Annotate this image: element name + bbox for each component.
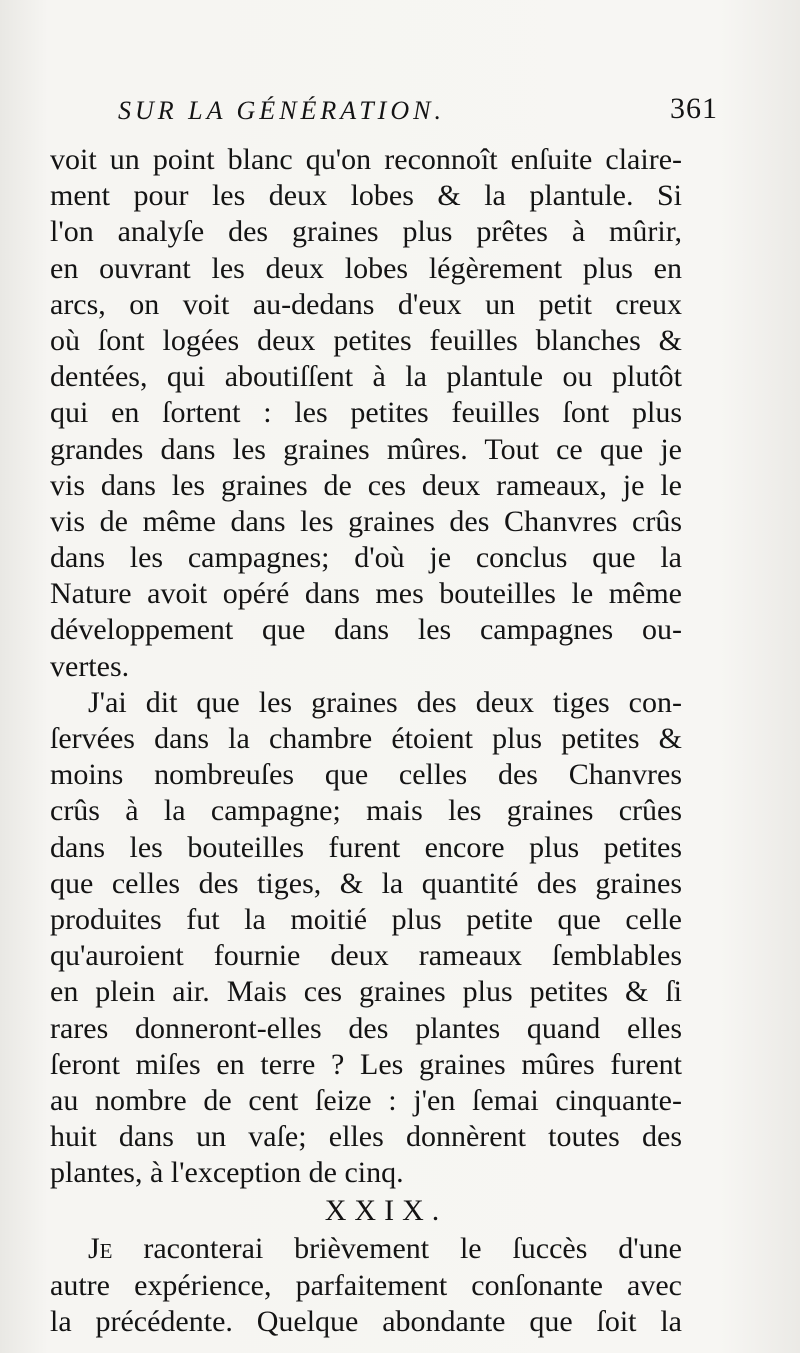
section-heading: XXIX. (324, 1194, 448, 1228)
paragraph-1 (50, 142, 682, 685)
text-line: rares donneront-elles des plantes quand elles (50, 1011, 682, 1045)
text-line: qu'auroient fournie deux rameaux ſemblables (50, 939, 682, 973)
text-line: qui en ſortent : les petites feuilles ſont plus (50, 396, 682, 430)
text-line: dans les bouteilles furent encore plus petites (50, 830, 682, 864)
text-line: vis de même dans les graines des Chanvres crûs (50, 504, 682, 538)
text-line-rest: raconterai brièvement le ſuccès d'une (143, 1232, 682, 1266)
text-line: dans les campagnes; d'où je conclus que la (50, 541, 682, 575)
page-body (50, 142, 682, 1340)
paragraph-3 (50, 1231, 682, 1340)
text-line: voit un point blanc qu'on reconnoît enſuite claire- (50, 143, 682, 176)
text-line: ment pour les deux lobes & la plantule. Si (50, 179, 682, 213)
text-line: crûs à la campagne; mais les graines crûes (50, 794, 682, 828)
text-line: en plein air. Mais ces graines plus petites & ſi (50, 975, 682, 1009)
page-number: 361 (670, 92, 718, 125)
paragraph-2 (50, 685, 682, 1192)
text-line: que celles des tiges, & la quantité des graines (50, 866, 682, 900)
text-line: l'on analyſe des graines plus prêtes à mûrir, (50, 215, 682, 249)
text-line: huit dans un vaſe; elles donnèrent toutes des (50, 1120, 682, 1154)
text-line: grandes dans les graines mûres. Tout ce que je (50, 432, 682, 466)
text-line: ſeront miſes en terre ? Les graines mûres furent (50, 1047, 682, 1081)
text-line: arcs, on voit au-dedans d'eux un petit creux (50, 287, 682, 321)
text-line: autre expérience, parfaitement conſonante avec (50, 1268, 682, 1302)
text-line: vis dans les graines de ces deux rameaux, je le (50, 468, 682, 502)
text-line: dentées, qui aboutiſſent à la plantule ou plutôt (50, 360, 682, 394)
first-word: Je (88, 1232, 113, 1266)
text-line: plantes, à l'exception de cinq. (50, 1156, 404, 1190)
text-line: la précédente. Quelque abondante que ſoit la (50, 1304, 682, 1338)
running-header (118, 92, 718, 136)
text-line: en ouvrant les deux lobes légèrement plus en (50, 251, 682, 285)
text-line (50, 1231, 682, 1267)
running-title: SUR LA GÉNÉRATION. (118, 96, 445, 125)
text-line: Nature avoit opéré dans mes bouteilles le même (50, 577, 682, 611)
text-line: vertes. (50, 649, 130, 683)
text-line: où ſont logées deux petites feuilles blanches & (50, 323, 682, 357)
text-line: ſervées dans la chambre étoient plus petites & (50, 722, 682, 755)
text-line: moins nombreuſes que celles des Chanvres (50, 758, 682, 792)
text-line: produites fut la moitié plus petite que celle (50, 902, 682, 936)
text-line: au nombre de cent ſeize : j'en ſemai cinquante- (50, 1083, 682, 1117)
text-line: J'ai dit que les graines des deux tiges con- (88, 685, 682, 719)
text-line: développement que dans les campagnes ou- (50, 613, 682, 647)
